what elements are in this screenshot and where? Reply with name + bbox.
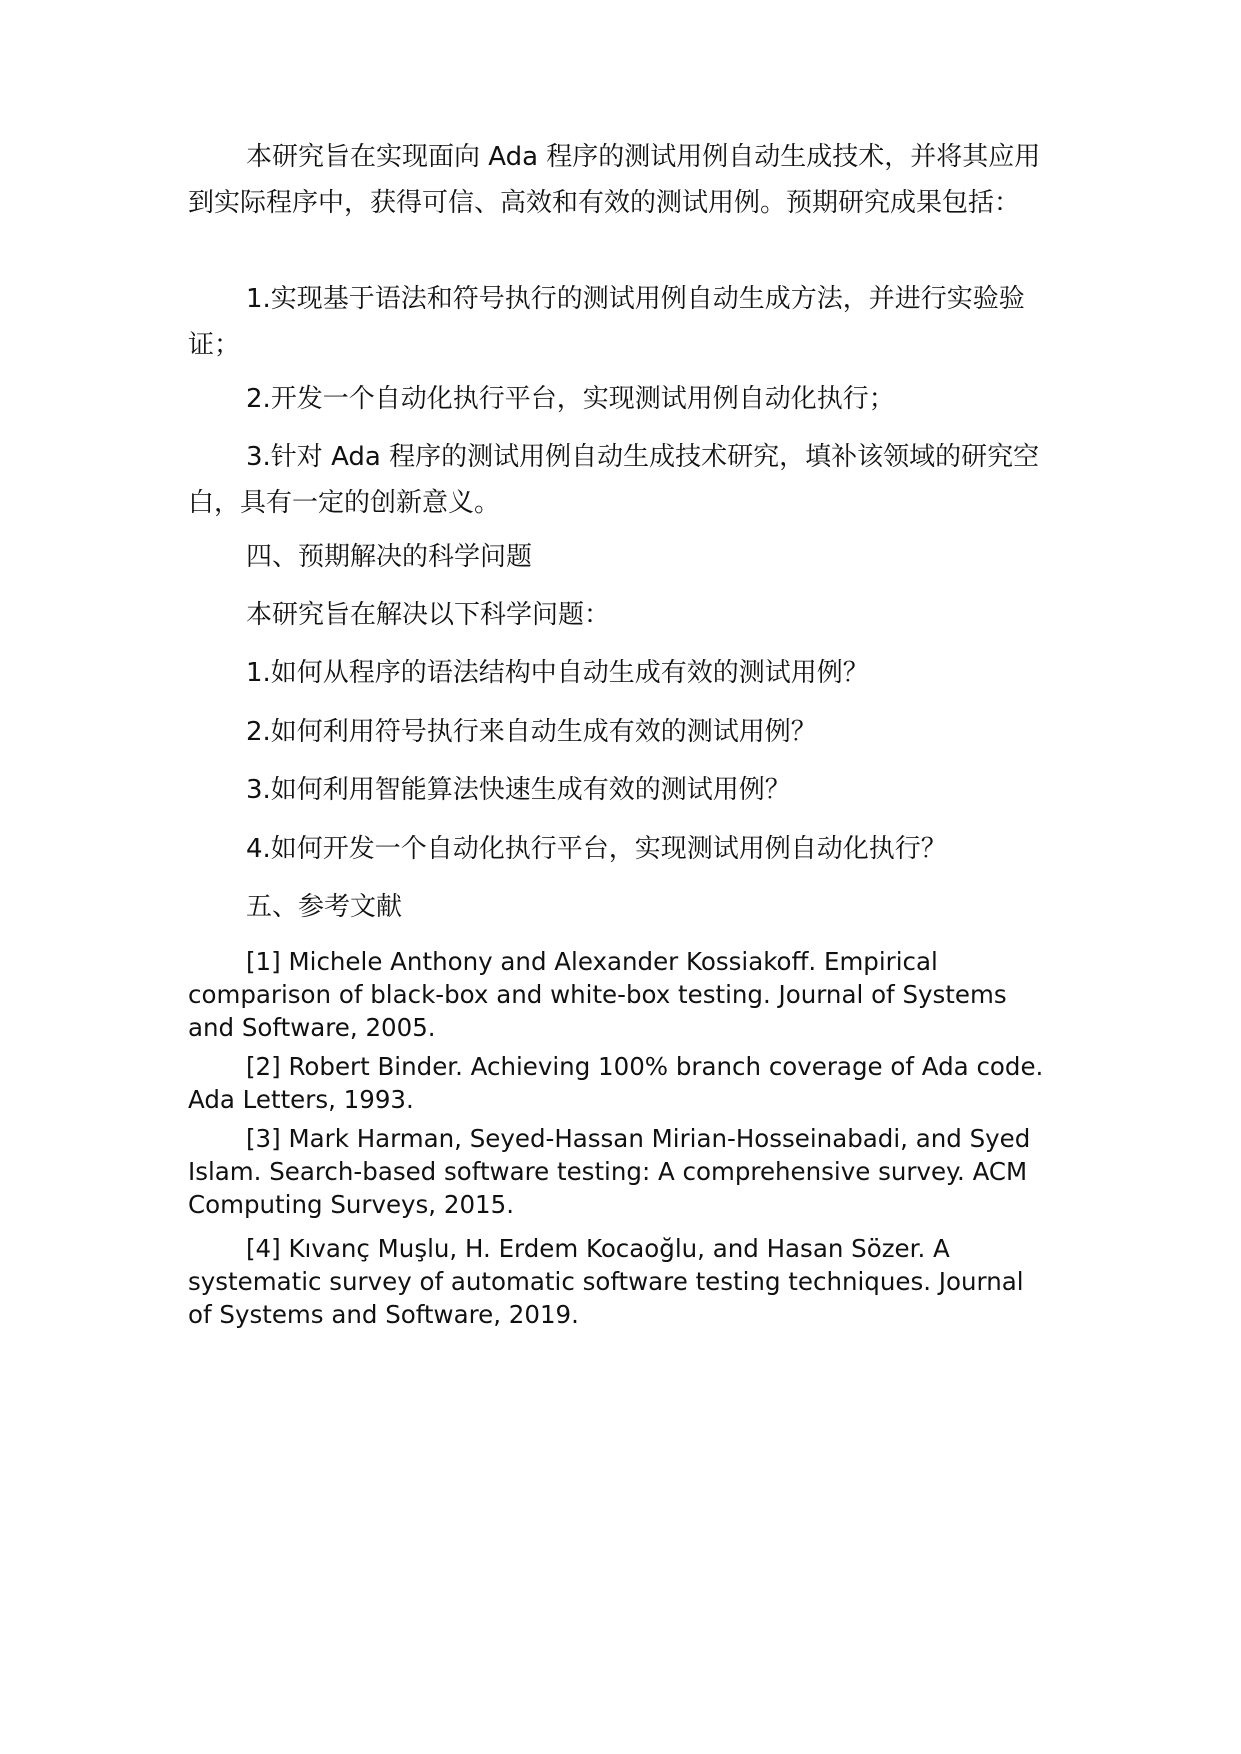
question-item-2: 2.如何利用符号执行来自动生成有效的测试用例？ [246, 717, 817, 747]
intro-paragraph: 本研究旨在实现面向 Ada 程序的测试用例自动生成技术，并将其应用到实际程序中，获得可信、高效和有效的测试用例。预期研究成果包括： [188, 142, 1041, 218]
reference-item-2: [2] Robert Binder. Achieving 100% branch coverage of Ada code. Ada Letters, 1993. [188, 1052, 1044, 1114]
reference-item-3: [3] Mark Harman, Seyed-Hassan Mirian-Hosseinabadi, and Syed Islam. Search-based software testing: A comprehensive survey. ACM Computing Surveys, 2015. [188, 1124, 1031, 1219]
outcome-item-1: 1.实现基于语法和符号执行的测试用例自动生成方法，并进行实验验证； [188, 284, 1025, 360]
question-item-3: 3.如何利用智能算法快速生成有效的测试用例？ [246, 775, 791, 805]
outcome-item-2: 2.开发一个自动化执行平台，实现测试用例自动化执行； [246, 384, 895, 414]
question-item-4: 4.如何开发一个自动化执行平台，实现测试用例自动化执行？ [246, 834, 947, 864]
reference-item-1: [1] Michele Anthony and Alexander Kossiakoff. Empirical comparison of black-box and white-box testing. Journal of Systems and Software, 2005. [188, 947, 1007, 1042]
question-item-1: 1.如何从程序的语法结构中自动生成有效的测试用例？ [246, 658, 869, 688]
reference-item-4: [4] Kıvanç Muşlu, H. Erdem Kocaoğlu, and Hasan Sözer. A systematic survey of automatic software testing techniques. Journal of Systems and Software, 2019. [188, 1234, 1024, 1329]
section-5-heading: 五、参考文献 [246, 892, 403, 922]
section-4-heading: 四、预期解决的科学问题 [246, 542, 533, 572]
section-4-intro: 本研究旨在解决以下科学问题： [246, 600, 611, 630]
outcome-item-3: 3.针对 Ada 程序的测试用例自动生成技术研究，填补该领域的研究空白，具有一定的创新意义。 [188, 442, 1040, 518]
